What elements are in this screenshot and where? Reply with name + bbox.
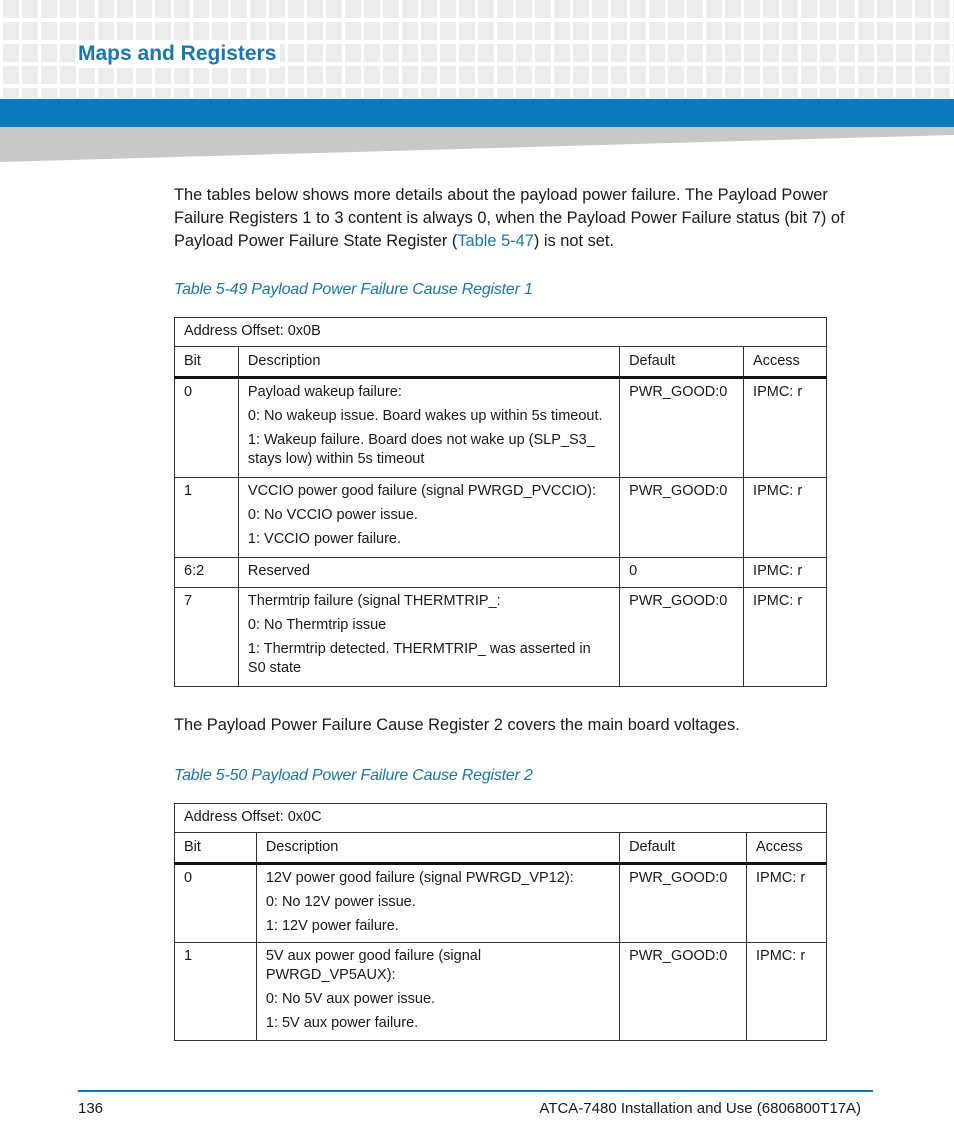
- description-line: 1: 12V power failure.: [265, 918, 399, 934]
- column-header-access: Access: [744, 347, 827, 378]
- register2-intro-paragraph: The Payload Power Failure Cause Register 2 covers the main board voltages.: [174, 716, 740, 734]
- access-cell: IPMC: r: [744, 378, 827, 478]
- access-cell: IPMC: r: [747, 943, 827, 1041]
- table1-header-row: [175, 347, 827, 378]
- column-header-description: Description: [256, 833, 619, 864]
- default-cell: PWR_GOOD:0: [620, 588, 744, 687]
- table2-header-row: [175, 833, 827, 864]
- description-line: 1: Thermtrip detected. THERMTRIP_ was asserted in S0 state: [247, 641, 591, 676]
- table2-caption: Table 5-50 Payload Power Failure Cause Register 2: [174, 767, 533, 784]
- description-line: VCCIO power good failure (signal PWRGD_PVCCIO):: [247, 483, 597, 499]
- bit-cell: 1: [175, 478, 239, 558]
- access-cell: IPMC: r: [744, 558, 827, 588]
- footer-rule: [78, 1090, 873, 1092]
- description-line: 0: No 5V aux power issue.: [265, 991, 436, 1007]
- column-header-bit: Bit: [175, 833, 257, 864]
- default-cell: PWR_GOOD:0: [620, 943, 747, 1041]
- intro-paragraph: [174, 184, 864, 253]
- access-cell: IPMC: r: [747, 864, 827, 943]
- table1: [174, 317, 827, 687]
- intro-text-end: ) is not set.: [533, 232, 615, 250]
- description-line: Payload wakeup failure:: [247, 384, 402, 400]
- document-title: ATCA-7480 Installation and Use (6806800T17A): [539, 1100, 861, 1117]
- bit-cell: 1: [175, 943, 257, 1041]
- page-number: 136: [78, 1100, 104, 1117]
- description-cell: [238, 558, 619, 588]
- column-header-access: Access: [747, 833, 827, 864]
- description-line: 0: No VCCIO power issue.: [247, 507, 418, 523]
- description-line: Thermtrip failure (signal THERMTRIP_:: [247, 593, 501, 609]
- default-cell: 0: [620, 558, 744, 588]
- description-cell: [256, 864, 619, 943]
- description-line: 0: No 12V power issue.: [265, 894, 416, 910]
- table1-caption: Table 5-49 Payload Power Failure Cause Register 1: [174, 281, 533, 298]
- default-cell: PWR_GOOD:0: [620, 378, 744, 478]
- description-cell: [238, 478, 619, 558]
- description-line: 5V aux power good failure (signal PWRGD_VP5AUX):: [265, 948, 482, 983]
- column-header-bit: Bit: [175, 347, 239, 378]
- header-gray-swoosh: [0, 127, 954, 163]
- bit-cell: 7: [175, 588, 239, 687]
- bit-cell: 0: [175, 864, 257, 943]
- table-row: [175, 588, 827, 687]
- access-cell: IPMC: r: [744, 478, 827, 558]
- table-5-47-link[interactable]: Table 5-47: [457, 232, 534, 250]
- bit-cell: 6:2: [175, 558, 239, 588]
- header-blue-bar: [0, 99, 954, 127]
- description-line: 0: No Thermtrip issue: [247, 617, 387, 633]
- table2-address-offset: Address Offset: 0x0C: [175, 804, 827, 833]
- description-line: Reserved: [247, 563, 310, 579]
- description-line: 0: No wakeup issue. Board wakes up within 5s timeout.: [247, 408, 603, 424]
- description-cell: [256, 943, 619, 1041]
- table2: [174, 803, 827, 1041]
- default-cell: PWR_GOOD:0: [620, 864, 747, 943]
- page-title: Maps and Registers: [78, 40, 280, 68]
- intro-text-start: The tables below shows more details about the payload power failure. The Payload Power Failure Registers 1 to 3 content is always 0, when the Payload Power Failure status (bit 7) of Payload Power Failure State Register (: [174, 186, 845, 250]
- description-line: 12V power good failure (signal PWRGD_VP12):: [265, 870, 574, 886]
- default-cell: PWR_GOOD:0: [620, 478, 744, 558]
- bit-cell: 0: [175, 378, 239, 478]
- description-line: 1: VCCIO power failure.: [247, 531, 402, 547]
- column-header-description: Description: [238, 347, 619, 378]
- table-row: [175, 378, 827, 478]
- table-row: [175, 943, 827, 1041]
- column-header-default: Default: [620, 833, 747, 864]
- description-line: 1: 5V aux power failure.: [265, 1015, 419, 1031]
- description-cell: [238, 378, 619, 478]
- description-line: 1: Wakeup failure. Board does not wake up (SLP_S3_ stays low) within 5s timeout: [247, 432, 595, 467]
- column-header-default: Default: [620, 347, 744, 378]
- table-row: [175, 478, 827, 558]
- table1-address-offset: Address Offset: 0x0B: [175, 318, 827, 347]
- description-cell: [238, 588, 619, 687]
- access-cell: IPMC: r: [744, 588, 827, 687]
- table-row: [175, 558, 827, 588]
- table-row: [175, 864, 827, 943]
